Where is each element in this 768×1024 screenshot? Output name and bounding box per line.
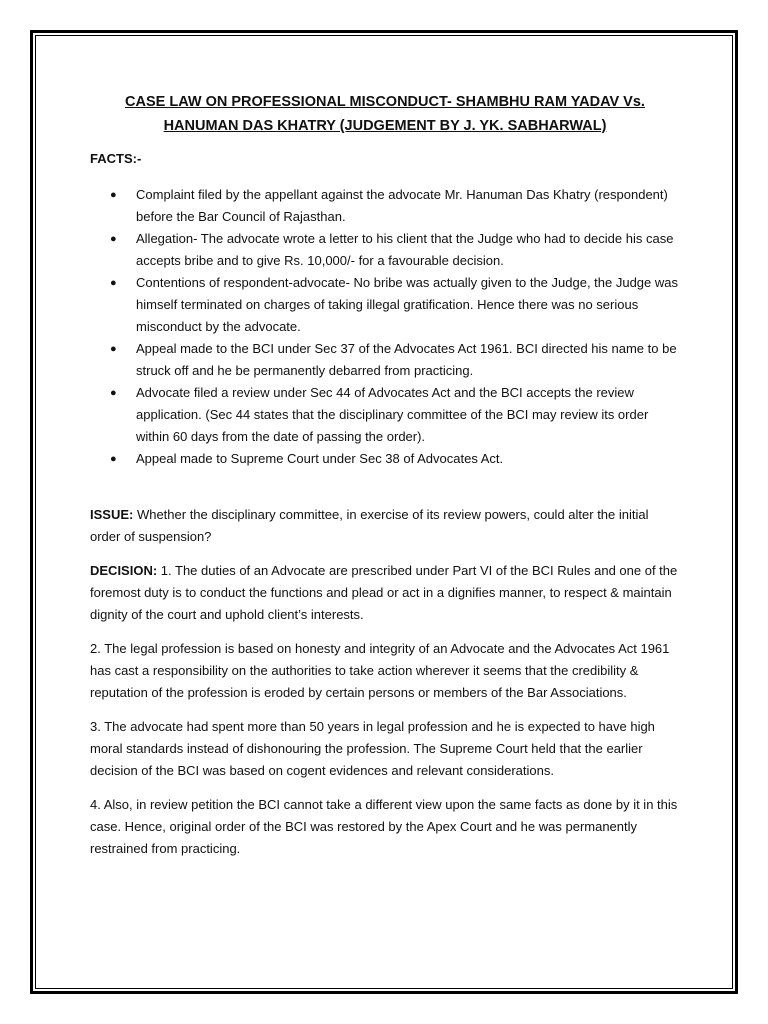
facts-heading: FACTS:-: [90, 151, 142, 166]
bullet-icon: ●: [110, 189, 117, 201]
issue-label: ISSUE:: [90, 507, 134, 522]
bullet-icon: ●: [110, 233, 117, 245]
title-line-2: HANUMAN DAS KHATRY (JUDGEMENT BY J. YK. SABHARWAL): [163, 118, 607, 134]
decision-point-4: 4. Also, in review petition the BCI cannot take a different view upon the same facts as done by it in this case. Hence, original order of the BCI was restored by the Apex Court and he was permanently restrained from practicing.: [90, 797, 678, 856]
title-line-1: CASE LAW ON PROFESSIONAL MISCONDUCT- SHAMBHU RAM YADAV Vs.: [125, 94, 645, 110]
decision-paragraph: [90, 560, 680, 626]
issue-paragraph: [90, 504, 680, 548]
issue-text: Whether the disciplinary committee, in exercise of its review powers, could alter the initial order of suspension?: [90, 507, 649, 544]
fact-text: Complaint filed by the appellant against the advocate Mr. Hanuman Das Khatry (respondent) before the Bar Council of Rajasthan.: [136, 187, 668, 224]
decision-label: DECISION:: [90, 563, 158, 578]
bullet-icon: ●: [110, 453, 117, 465]
facts-list-item: [90, 338, 680, 382]
bullet-icon: ●: [110, 387, 117, 399]
fact-text: Contentions of respondent-advocate- No bribe was actually given to the Judge, the Judge was himself terminated on charges of taking illegal gratification. Hence there was no serious misconduct by the advocate.: [136, 275, 679, 334]
fact-text: Appeal made to the BCI under Sec 37 of the Advocates Act 1961. BCI directed his name to be struck off and he be permanently debarred from practicing.: [136, 341, 677, 378]
fact-text: Allegation- The advocate wrote a letter to his client that the Judge who had to decide his case accepts bribe and to give Rs. 10,000/- for a favourable decision.: [136, 231, 674, 268]
fact-text: Appeal made to Supreme Court under Sec 38 of Advocates Act.: [136, 451, 504, 466]
bullet-icon: ●: [110, 277, 117, 289]
document-body: [90, 90, 680, 860]
document-title: [90, 90, 680, 138]
facts-list: [90, 184, 680, 470]
decision-point-3: 3. The advocate had spent more than 50 years in legal profession and he is expected to have high moral standards instead of dishonouring the profession. The Supreme Court held that the earlier decision of the BCI was based on cogent evidences and relevant considerations.: [90, 719, 655, 778]
decision-point-2: 2. The legal profession is based on honesty and integrity of an Advocate and the Advocates Act 1961 has cast a responsibility on the authorities to take action wherever it seems that the credibility & reputation of the profession is eroded by certain persons or members of the Bar Associations.: [90, 641, 670, 700]
facts-list-item: [90, 228, 680, 272]
facts-list-item: [90, 184, 680, 228]
fact-text: Advocate filed a review under Sec 44 of Advocates Act and the BCI accepts the review application. (Sec 44 states that the disciplinary committee of the BCI may review its order within 60 days from the date of passing the order).: [136, 385, 649, 444]
bullet-icon: ●: [110, 343, 117, 355]
facts-list-item: [90, 448, 680, 470]
facts-list-item: [90, 382, 680, 448]
decision-text: 1. The duties of an Advocate are prescribed under Part VI of the BCI Rules and one of the foremost duty is to conduct the functions and plead or act in a dignifies manner, to respect & maintain dignity of the court and uphold client’s interests.: [90, 563, 678, 622]
facts-list-item: [90, 272, 680, 338]
